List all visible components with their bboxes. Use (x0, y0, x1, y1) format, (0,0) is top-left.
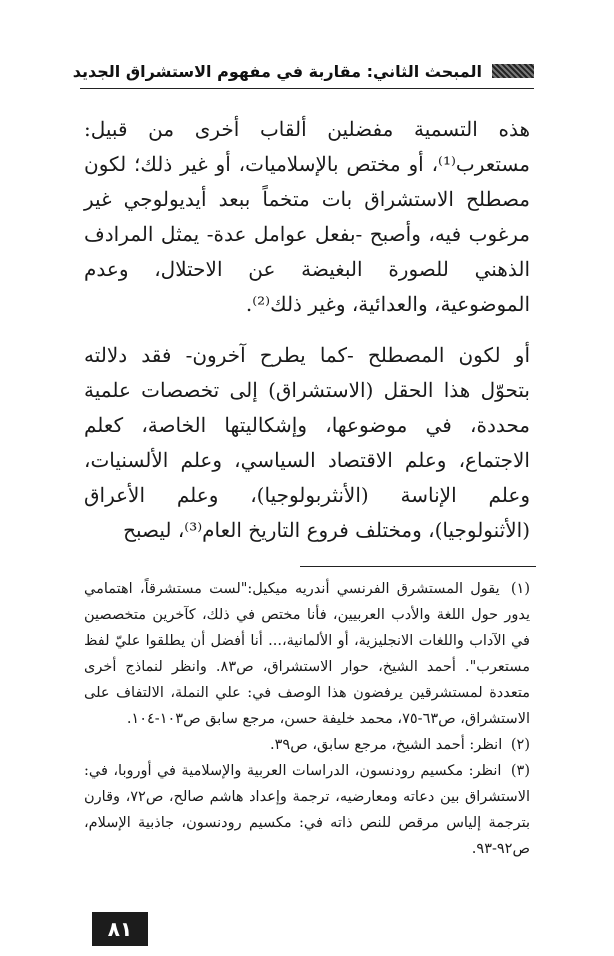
footnote-3-number: (٣) (510, 763, 531, 779)
footnote-3-text: انظر: مكسيم رودنسون، الدراسات العربية والإسلامية في أوروبا، في: الاستشراق بين دعاته ومعارضيه، ترجمة وإعداد هاشم صالح، ص٧٢، وقارن بترجمة إلياس مرقص للنص ذاته في: مكسيم رودنسون، جاذبية الإسلام، ص٩٢-٩٣. (84, 763, 530, 857)
footnotes (84, 576, 530, 862)
chapter-section-title: المبحث الثاني: مقاربة في مفهوم الاستشراق الجديد (72, 61, 482, 81)
footnote-1 (84, 576, 530, 732)
main-text (84, 112, 530, 564)
page-number: ٨١ (92, 912, 148, 946)
footnote-1-text: يقول المستشرق الفرنسي أندريه ميكيل:"لست مستشرقاً، اهتمامي يدور حول اللغة والأدب العربيين، فأنا مختص في ذلك، كآخرين متخصصين في الآداب واللغات الانجليزية، أو الألمانية،... أنا أفضل أن يطلقوا عليّ لفظ مستعرب". أحمد الشيخ، حوار الاستشراق، ص٨٣. وانظر لنماذج أخرى متعددة لمستشرقين يرفضون هذا الوصف في: علي النملة، الالتفاف على الاستشراق، ص٦٣-٧٥، محمد خليفة حسن، مرجع سابق ص١٠٣-١٠٤. (84, 581, 530, 727)
footnote-2 (84, 732, 530, 758)
running-header (72, 58, 534, 84)
footnote-separator (300, 566, 536, 567)
footnote-3 (84, 758, 530, 862)
header-rule (80, 88, 534, 89)
header-decorative-bar (492, 64, 534, 78)
footnote-1-number: (١) (510, 581, 530, 597)
footnote-2-number: (٢) (510, 737, 530, 753)
footnote-2-text: انظر: أحمد الشيخ، مرجع سابق، ص٣٩. (270, 737, 503, 753)
paragraph-2: أو لكون المصطلح -كما يطرح آخرون- فقد دلالته بتحوّل هذا الحقل (الاستشراق) إلى تخصصات علمية محددة، في موضوعها، وإشكاليتها الخاصة، كعلم الاجتماع، وعلم الاقتصاد السياسي، وعلم الألسنيات، وعلم الإناسة (الأنثربولوجيا)، وعلم الأعراق (الأثنولوجيا)، ومختلف فروع التاريخ العام⁽³⁾، ليصبح (84, 343, 530, 542)
paragraph-1: هذه التسمية مفضلين ألقاب أخرى من قبيل: مستعرب⁽¹⁾، أو مختص بالإسلاميات، أو غير ذلك؛ لكون مصطلح الاستشراق بات متخماً ببعد أيديولوجي غير مرغوب فيه، وأصبح -بفعل عوامل عدة- يمثل المرادف الذهني للصورة البغيضة عن الاحتلال، وعدم الموضوعية، والعدائية، وغير ذلك⁽²⁾. (84, 117, 530, 316)
